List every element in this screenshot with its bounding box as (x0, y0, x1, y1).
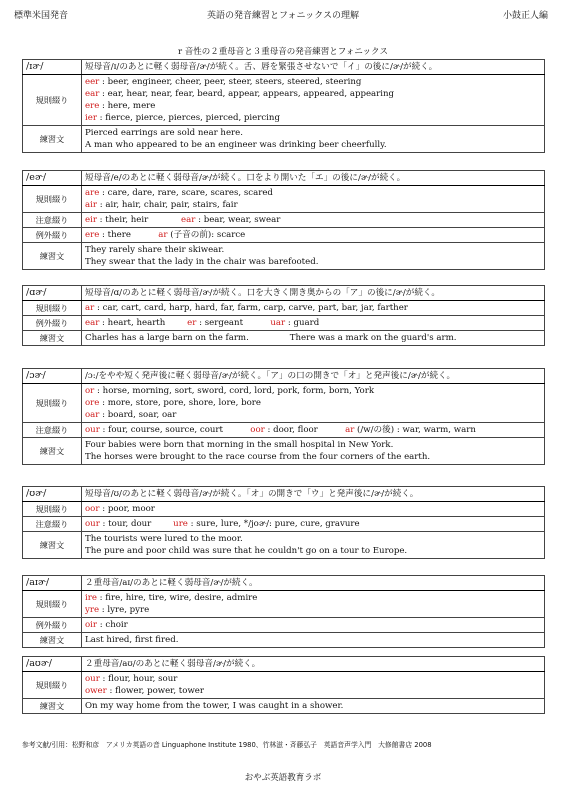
text-line (85, 518, 541, 530)
spelling-pattern: ear (85, 318, 100, 328)
spelling-pattern: eir (85, 215, 97, 225)
line-text: On my way home from the tower, I was caught in a shower. (85, 701, 344, 711)
text-line (85, 634, 541, 646)
phoneme-symbol: /ɑɚ/ (23, 286, 82, 301)
spelling-pattern: ere (85, 230, 100, 240)
spelling-pattern: eer (85, 77, 100, 87)
row-label: 規則綴り (23, 672, 82, 699)
references: 参考文献/引用：松野和彦 アメリカ英語の音 Linguaphone Institute 1980、竹林滋・斉藤弘子 英語音声学入門 大修館書店 2008 (22, 741, 432, 749)
row-content (82, 228, 545, 243)
text-line (85, 545, 541, 557)
spelling-row (23, 301, 545, 316)
line-text: Last hired, first fired. (85, 635, 179, 645)
spelling-pattern: ear (181, 215, 196, 225)
row-label: 規則綴り (23, 591, 82, 618)
spelling-pattern: ore (85, 398, 100, 408)
line-text: The horses were brought to the race course from the four corners of the earth. (85, 452, 431, 462)
text-line (85, 385, 541, 397)
spelling-pattern: ear (85, 89, 100, 99)
lab-name: おやぶ英語教育ラボ (244, 773, 322, 783)
row-content (82, 532, 545, 559)
spelling-row (23, 331, 545, 346)
spelling-row (23, 186, 545, 213)
phoneme-block (22, 170, 545, 270)
text-line (85, 700, 541, 712)
row-label: 練習文 (23, 243, 82, 270)
line-text: : care, dare, rare, scare, scares, scared (99, 188, 273, 198)
text-line (85, 673, 541, 685)
spelling-pattern: ar (345, 425, 355, 435)
text-line (85, 439, 541, 451)
phoneme-symbol: /eɚ/ (23, 171, 82, 186)
line-text: : board, soar, oar (99, 410, 177, 420)
line-text: A man who appeared to be an engineer was drinking beer cheerfully. (85, 140, 387, 150)
spelling-pattern: oor (250, 425, 265, 435)
spelling-pattern: or (85, 386, 95, 396)
spelling-row (23, 243, 545, 270)
text-line (85, 214, 541, 226)
row-content (82, 75, 545, 126)
line-text: : more, store, pore, shore, lore, bore (99, 398, 261, 408)
header-left: 標準米国発音 (14, 11, 69, 21)
row-content (82, 502, 545, 517)
line-text: (子音の前): scarce (167, 230, 246, 240)
row-content (82, 243, 545, 270)
row-label: 練習文 (23, 532, 82, 559)
text-line (85, 187, 541, 199)
text-line (85, 619, 541, 631)
spelling-pattern: oor (85, 504, 100, 514)
row-label: 練習文 (23, 331, 82, 346)
spelling-row (23, 384, 545, 423)
row-label: 練習文 (23, 633, 82, 648)
line-text: : horse, morning, sort, sword, cord, lord, pork, form, born, York (94, 386, 375, 396)
line-text: : lyre, pyre (99, 605, 150, 615)
line-text: Four babies were born that morning in the small hospital in New York. (85, 440, 394, 450)
text-line (85, 397, 541, 409)
row-label: 注意綴り (23, 213, 82, 228)
header-title: 英語の発音練習とフォニックスの理解 (206, 11, 360, 21)
spelling-row (23, 699, 545, 714)
line-text: : bear, wear, swear (195, 215, 281, 225)
spelling-row (23, 438, 545, 465)
line-text: : fire, hire, tire, wire, desire, admire (96, 593, 258, 603)
spelling-pattern: air (85, 200, 97, 210)
line-text: They swear that the lady in the chair was barefooted. (85, 257, 319, 267)
spelling-pattern: our (85, 674, 100, 684)
spelling-row (23, 591, 545, 618)
spelling-row (23, 75, 545, 126)
phoneme-symbol: /aʊɚ/ (23, 657, 82, 672)
phoneme-description: 短母音/e/のあとに軽く弱母音/ɚ/が続く。口をより開いた「エ」の後に/ɚ/が続く。 (82, 171, 545, 186)
text-line (85, 409, 541, 421)
spelling-pattern: uar (270, 318, 286, 328)
phoneme-block (22, 486, 545, 559)
text-line (85, 332, 541, 344)
row-label: 規則綴り (23, 384, 82, 423)
row-content (82, 331, 545, 346)
text-line (85, 451, 541, 463)
phoneme-description: ２重母音/aɪ/のあとに軽く弱母音/ɚ/が続く。 (82, 576, 545, 591)
phoneme-block (22, 656, 545, 714)
line-text: : four, course, source, court (99, 425, 251, 435)
text-line (85, 533, 541, 545)
spelling-pattern: ower (85, 686, 107, 696)
text-line (85, 244, 541, 256)
row-label: 例外綴り (23, 316, 82, 331)
text-line (85, 100, 541, 112)
phoneme-symbol: /ʊɚ/ (23, 487, 82, 502)
row-content (82, 301, 545, 316)
line-text: The pure and poor child was sure that he couldn't go on a tour to Europe. (85, 546, 408, 556)
spelling-pattern: ar (158, 230, 168, 240)
phoneme-description: 短母音/ʊ/のあとに軽く弱母音/ɚ/が続く。「オ」の開きで「ウ」と発声後に/ɚ/が続く。 (82, 487, 545, 502)
spelling-row (23, 517, 545, 532)
line-text: : sure, lure, */joɚ/: pure, cure, gravure (187, 519, 360, 529)
row-content (82, 316, 545, 331)
line-text: Pierced earrings are sold near here. (85, 128, 243, 138)
spelling-pattern: are (85, 188, 100, 198)
spelling-row (23, 502, 545, 517)
line-text: : air, hair, chair, pair, stairs, fair (96, 200, 238, 210)
text-line (85, 424, 541, 436)
row-label: 規則綴り (23, 186, 82, 213)
row-label: 例外綴り (23, 618, 82, 633)
line-text: They rarely share their skiwear. (85, 245, 225, 255)
line-text: : heart, hearth (99, 318, 188, 328)
text-line (85, 199, 541, 211)
header-author: 小鼓正人編 (502, 11, 548, 21)
line-text: : choir (97, 620, 128, 630)
line-text: : flower, power, tower (106, 686, 204, 696)
row-content (82, 186, 545, 213)
line-text: : fierce, pierce, pierces, pierced, piercing (96, 113, 280, 123)
text-line (85, 302, 541, 314)
phoneme-description: /ɔ:/をやや短く発声後に軽く弱母音/ɚ/が続く。「ア」の口の開きで「オ」と発声後に/ɚ/が続く。 (82, 369, 545, 384)
row-label: 練習文 (23, 699, 82, 714)
text-line (85, 604, 541, 616)
row-label: 注意綴り (23, 423, 82, 438)
spelling-pattern: er (187, 318, 197, 328)
line-text: : there (99, 230, 159, 240)
line-text: The tourists were lured to the moor. (85, 534, 243, 544)
row-label: 例外綴り (23, 228, 82, 243)
spelling-row (23, 316, 545, 331)
row-label: 注意綴り (23, 517, 82, 532)
text-line (85, 503, 541, 515)
row-content (82, 618, 545, 633)
phoneme-block (22, 575, 545, 648)
text-line (85, 139, 541, 151)
text-line (85, 127, 541, 139)
line-text: Charles has a large barn on the farm. There was a mark on the guard's arm. (85, 333, 457, 343)
text-line (85, 88, 541, 100)
row-content (82, 672, 545, 699)
spelling-pattern: our (85, 425, 100, 435)
spelling-row (23, 672, 545, 699)
row-content (82, 384, 545, 423)
row-content (82, 213, 545, 228)
spelling-pattern: oar (85, 410, 100, 420)
row-content (82, 438, 545, 465)
row-content (82, 423, 545, 438)
line-text: : car, cart, card, harp, hard, far, farm, carp, carve, part, bar, jar, farther (94, 303, 408, 313)
spelling-pattern: oir (85, 620, 98, 630)
spelling-pattern: ier (85, 113, 97, 123)
spelling-pattern: our (85, 519, 100, 529)
spelling-pattern: ure (173, 519, 188, 529)
phoneme-description: 短母音/ɪ/のあとに軽く弱母音/ɚ/が続く。舌、唇を緊張させないで「イ」の後に/ɚ/が続く。 (82, 60, 545, 75)
line-text: : sergeant (196, 318, 271, 328)
phoneme-description: 短母音/ɑ/のあとに軽く弱母音/ɚ/が続く。口を大きく開き奥からの「ア」の後に/ɚ/が続く。 (82, 286, 545, 301)
spelling-row (23, 633, 545, 648)
line-text: : beer, engineer, cheer, peer, steer, steers, steered, steering (99, 77, 362, 87)
text-line (85, 592, 541, 604)
spelling-row (23, 423, 545, 438)
row-content (82, 699, 545, 714)
line-text: : tour, dour (99, 519, 174, 529)
line-text: : poor, moor (99, 504, 155, 514)
row-label: 規則綴り (23, 301, 82, 316)
row-label: 規則綴り (23, 75, 82, 126)
line-text: : door, floor (264, 425, 346, 435)
spelling-row (23, 618, 545, 633)
page-subtitle: r 音性の２重母音と３重母音の発音練習とフォニックス (178, 47, 388, 57)
phoneme-block (22, 368, 545, 465)
phoneme-symbol: /ɔɚ/ (23, 369, 82, 384)
line-text: : here, mere (99, 101, 156, 111)
phoneme-block (22, 285, 545, 346)
spelling-row (23, 213, 545, 228)
spelling-pattern: ere (85, 101, 100, 111)
phoneme-symbol: /ɪɚ/ (23, 60, 82, 75)
line-text: : ear, hear, near, fear, beard, appear, appears, appeared, appearing (99, 89, 395, 99)
spelling-pattern: ar (85, 303, 95, 313)
line-text: : flour, hour, sour (99, 674, 178, 684)
spelling-row (23, 228, 545, 243)
text-line (85, 76, 541, 88)
text-line (85, 256, 541, 268)
text-line (85, 112, 541, 124)
text-line (85, 229, 541, 241)
text-line (85, 685, 541, 697)
phoneme-symbol: /aɪɚ/ (23, 576, 82, 591)
row-label: 練習文 (23, 438, 82, 465)
spelling-row (23, 532, 545, 559)
spelling-pattern: yre (85, 605, 100, 615)
spelling-row (23, 126, 545, 153)
row-content (82, 517, 545, 532)
row-label: 練習文 (23, 126, 82, 153)
line-text: : guard (285, 318, 320, 328)
spelling-pattern: ire (85, 593, 97, 603)
row-content (82, 591, 545, 618)
row-label: 規則綴り (23, 502, 82, 517)
line-text: (/w/の後) : war, warm, warn (354, 425, 476, 435)
row-content (82, 126, 545, 153)
phoneme-description: ２重母音/aʊ/のあとに軽く弱母音/ɚ/が続く。 (82, 657, 545, 672)
line-text: : their, heir (96, 215, 182, 225)
text-line (85, 317, 541, 329)
row-content (82, 633, 545, 648)
phoneme-block (22, 59, 545, 153)
